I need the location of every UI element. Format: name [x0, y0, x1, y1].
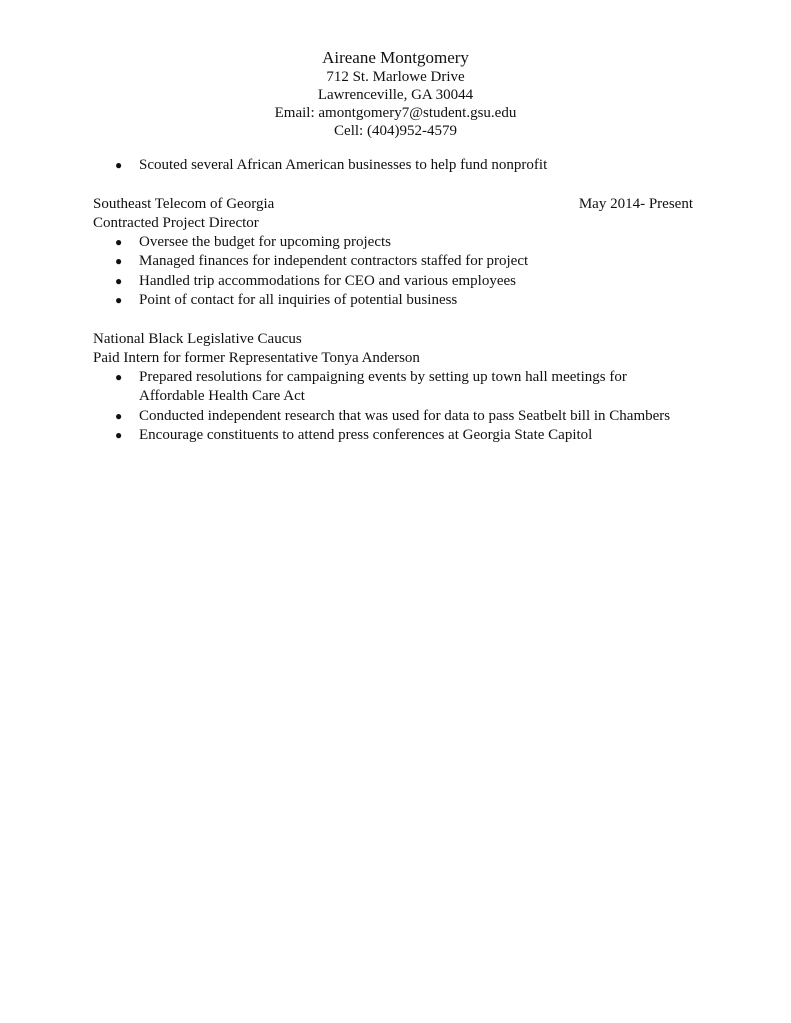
job-dates: May 2014- Present: [578, 196, 693, 212]
list-item: ● Conducted independent research that was used for data to pass Seatbelt bill in Chambers: [93, 407, 693, 426]
list-item: ● Prepared resolutions for campaigning events by setting up town hall meetings for Affordable Health Care Act: [93, 368, 693, 407]
email-line: Email: amontgomery7@student.gsu.edu: [274, 105, 517, 121]
job-title: Contracted Project Director: [93, 215, 259, 231]
job-section-southeast-telecom: [93, 195, 693, 310]
list-item: ● Managed finances for independent contractors staffed for project: [93, 252, 693, 271]
job-section-legislative-caucus: [93, 330, 693, 445]
job-organization: National Black Legislative Caucus: [93, 331, 302, 347]
list-item: ● Point of contact for all inquiries of potential business: [93, 291, 693, 310]
contact-header: [0, 47, 791, 140]
cell-line: Cell: (404)952-4579: [334, 123, 457, 139]
address-line-2: Lawrenceville, GA 30044: [317, 87, 474, 103]
address-line-1: 712 St. Marlowe Drive: [326, 69, 465, 85]
intro-bullets-section: [93, 156, 693, 175]
job-bullet-list: [93, 233, 693, 310]
job-organization: Southeast Telecom of Georgia: [93, 196, 275, 212]
job-heading-row: [93, 330, 693, 349]
job-title: Paid Intern for former Representative Tonya Anderson: [93, 350, 420, 366]
applicant-name: Aireane Montgomery: [322, 48, 469, 67]
job-heading-row: [93, 195, 693, 214]
list-item: ● Handled trip accommodations for CEO and various employees: [93, 272, 693, 291]
intro-bullet-list: [93, 156, 693, 175]
list-item: ● Encourage constituents to attend press conferences at Georgia State Capitol: [93, 426, 693, 445]
list-item: ● Oversee the budget for upcoming projects: [93, 233, 693, 252]
job-bullet-list: [93, 368, 693, 445]
list-item: ● Scouted several African American businesses to help fund nonprofit: [93, 156, 693, 175]
